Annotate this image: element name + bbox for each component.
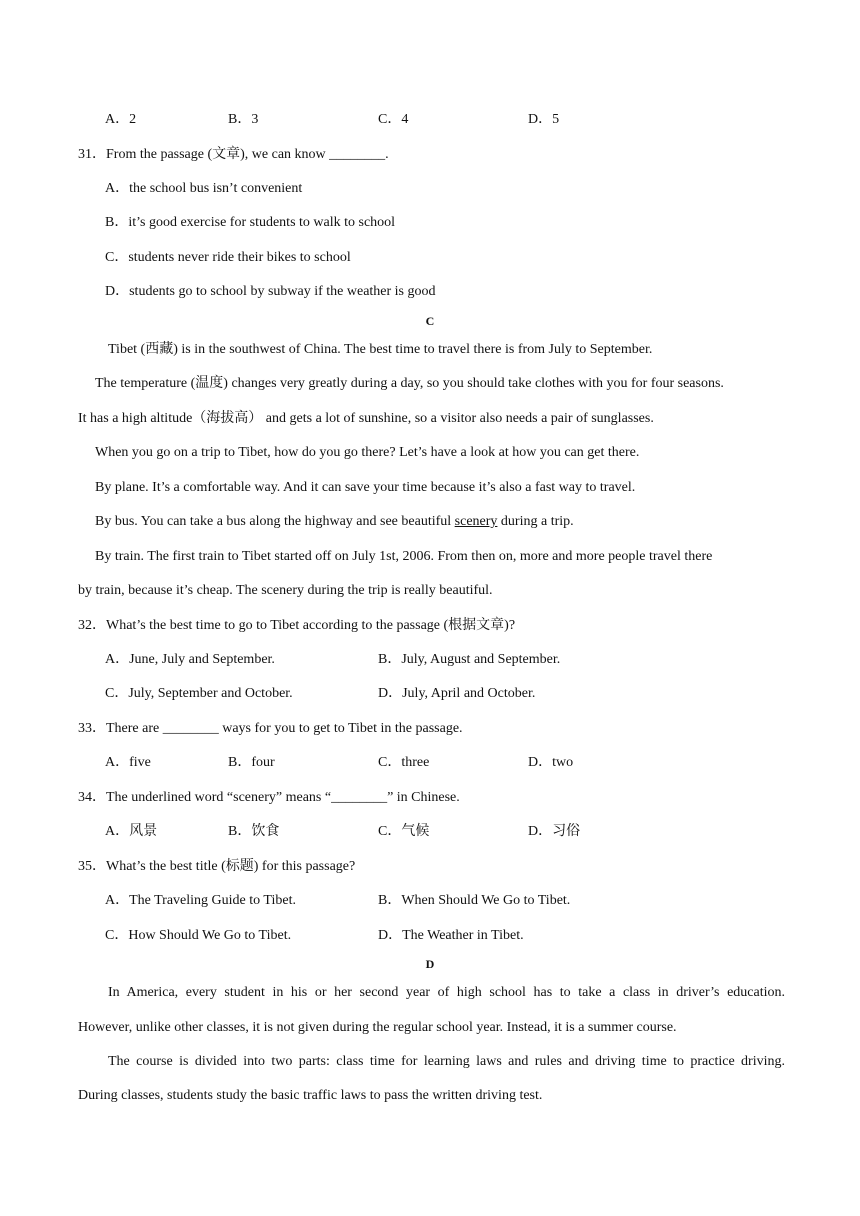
q35-option-d: D．The Weather in Tibet. (378, 928, 524, 943)
q32-option-a: A．June, July and September. (105, 652, 275, 667)
q31-option-b: B．it’s good exercise for students to walk to school (105, 215, 396, 230)
q35-option-c: C．How Should We Go to Tibet. (105, 928, 292, 943)
section-d-paragraph-1-line-1: In America, every student in his or her second year of high school has to take a class in driver’s education. (108, 985, 785, 1000)
q30-option-d: D．5 (528, 112, 560, 127)
q32-stem: 32．What’s the best time to go to Tibet according to the passage (根据文章)? (78, 618, 516, 633)
section-c-paragraph-2-line-2: It has a high altitude（海拔高） and gets a lot of sunshine, so a visitor also needs a pair of sunglasses. (78, 411, 654, 426)
q31-stem: 31．From the passage (文章), we can know ________. (78, 147, 389, 162)
q32-option-b: B．July, August and September. (378, 652, 561, 667)
section-c-paragraph-4: By plane. It’s a comfortable way. And it can save your time because it’s also a fast way to travel. (95, 480, 636, 495)
q34-option-d: D．习俗 (528, 824, 581, 839)
q35-stem: 35．What’s the best title (标题) for this passage? (78, 859, 356, 874)
paragraph-5-text-before: By bus. You can take a bus along the highway and see beautiful (95, 514, 455, 529)
q35-option-a: A．The Traveling Guide to Tibet. (105, 893, 296, 908)
section-c-paragraph-1: Tibet (西藏) is in the southwest of China. The best time to travel there is from July to September. (108, 342, 653, 357)
q32-option-d: D．July, April and October. (378, 686, 536, 701)
q30-option-a: A．2 (105, 112, 137, 127)
q31-option-c: C．students never ride their bikes to school (105, 250, 351, 265)
q34-option-b: B．饮食 (228, 824, 280, 839)
q31-option-a: A．the school bus isn’t convenient (105, 181, 303, 196)
q31-option-d: D．students go to school by subway if the weather is good (105, 284, 436, 299)
q33-option-c: C．three (378, 755, 430, 770)
section-c-paragraph-2-line-1: The temperature (温度) changes very greatly during a day, so you should take clothes with you for four seasons. (95, 376, 724, 391)
q30-option-b: B．3 (228, 112, 259, 127)
q34-option-c: C．气候 (378, 824, 430, 839)
paragraph-5-text-after: during a trip. (497, 514, 574, 529)
section-c-paragraph-3: When you go on a trip to Tibet, how do you go there? Let’s have a look at how you can get there. (95, 445, 640, 460)
section-c-paragraph-6-line-1: By train. The first train to Tibet started off on July 1st, 2006. From then on, more and more people travel there (95, 549, 713, 564)
section-d-paragraph-2-line-1: The course is divided into two parts: class time for learning laws and rules and driving time to practice driving. (108, 1054, 785, 1069)
q33-option-a: A．five (105, 755, 151, 770)
section-c-heading: C (425, 314, 435, 328)
section-c-paragraph-6-line-2: by train, because it’s cheap. The scenery during the trip is really beautiful. (78, 583, 493, 598)
q33-stem: 33．There are ________ ways for you to get to Tibet in the passage. (78, 721, 463, 736)
q33-option-b: B．four (228, 755, 275, 770)
q35-option-b: B．When Should We Go to Tibet. (378, 893, 571, 908)
section-d-paragraph-2-line-2: During classes, students study the basic traffic laws to pass the written driving test. (78, 1088, 543, 1103)
section-d-paragraph-1-line-2: However, unlike other classes, it is not given during the regular school year. Instead, it is a summer course. (78, 1020, 677, 1035)
section-c-paragraph-5 (95, 513, 574, 531)
q33-option-d: D．two (528, 755, 574, 770)
q34-option-a: A．风景 (105, 824, 158, 839)
underlined-word-scenery: scenery (454, 514, 498, 529)
q32-option-c: C．July, September and October. (105, 686, 293, 701)
q34-stem: 34．The underlined word “scenery” means “________” in Chinese. (78, 790, 460, 805)
section-d-heading: D (425, 957, 435, 971)
q30-option-c: C．4 (378, 112, 409, 127)
